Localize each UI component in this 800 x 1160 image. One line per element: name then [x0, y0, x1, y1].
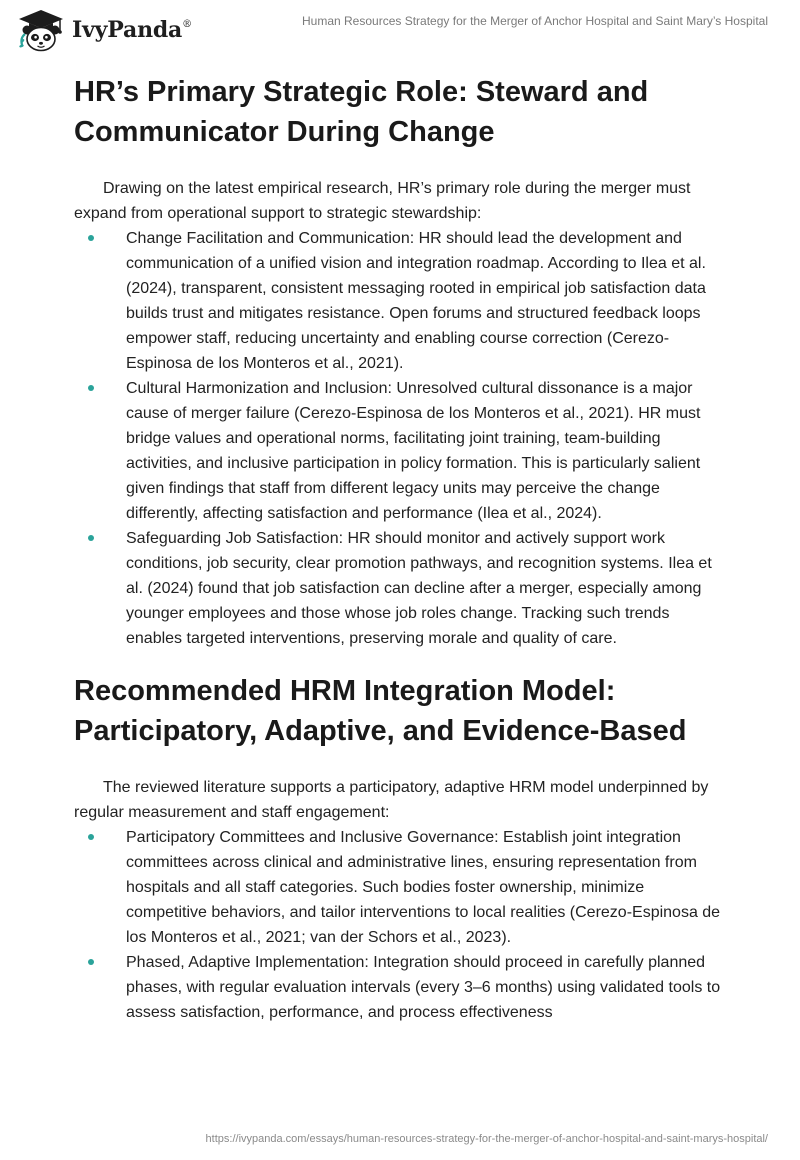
- section-heading-hr-role: HR’s Primary Strategic Role: Steward and Communicator During Change: [74, 76, 649, 148]
- source-url-link[interactable]: https://ivypanda.com/essays/human-resources-strategy-for-the-merger-of-anchor-hospital-and-saint-marys-hospital/: [205, 1133, 768, 1145]
- list-item: Safeguarding Job Satisfaction: HR should monitor and actively support work conditions, job security, clear promotion pathways, and recognition systems. Ilea et al. (2024) found that job satisfaction can decline after a merger, especially among younger employees and those whose job roles change. Tracking such trends enables targeted interventions, preserving morale and quality of care.: [74, 526, 728, 651]
- bullet-dot-icon: [88, 834, 94, 840]
- bullet-dot-icon: [88, 235, 94, 241]
- bullet-dot-icon: [88, 959, 94, 965]
- list-item: Participatory Committees and Inclusive Governance: Establish joint integration committees across clinical and administrative lines, ensuring representation from hospitals and all staff categories. Such bodies foster ownership, minimize competitive behaviors, and tailor interventions to local realities (Cerezo-Espinosa de los Monteros et al., 2021; van der Schors et al., 2023).: [74, 825, 728, 950]
- document-title: Human Resources Strategy for the Merger of Anchor Hospital and Saint Mary’s Hospital: [302, 14, 768, 28]
- list-item: Cultural Harmonization and Inclusion: Unresolved cultural dissonance is a major cause of merger failure (Cerezo-Espinosa de los Monteros et al., 2021). HR must bridge values and operational norms, facilitating joint training, team-building activities, and inclusive participation in policy formation. This is particularly salient given findings that staff from different legacy units may perceive the change differently, affecting satisfaction and performance (Ilea et al., 2024).: [74, 376, 728, 526]
- bullet-dot-icon: [88, 535, 94, 541]
- bullet-dot-icon: [88, 385, 94, 391]
- section-intro-hr-role: Drawing on the latest empirical research, HR’s primary role during the merger must expand from operational support to strategic stewardship:: [74, 180, 691, 222]
- page-header: [0, 0, 800, 62]
- bullet-list-integration-model: [74, 825, 728, 1025]
- list-item: Change Facilitation and Communication: HR should lead the development and communication of a unified vision and integration roadmap. According to Ilea et al. (2024), transparent, consistent messaging rooted in empirical job satisfaction data builds trust and mitigates resistance. Open forums and structured feedback loops empower staff, reducing uncertainty and enabling course correction (Cerezo-Espinosa de los Monteros et al., 2021).: [74, 226, 728, 376]
- ivypanda-logo[interactable]: [16, 8, 192, 52]
- section-intro-integration-model: The reviewed literature supports a participatory, adaptive HRM model underpinned by regular measurement and staff engagement:: [74, 779, 709, 821]
- panda-graduation-icon: [16, 8, 66, 52]
- list-item: Phased, Adaptive Implementation: Integration should proceed in carefully planned phases, with regular evaluation intervals (every 3–6 months) using validated tools to assess satisfaction, performance, and process effectiveness: [74, 950, 728, 1025]
- section-heading-integration-model: Recommended HRM Integration Model: Participatory, Adaptive, and Evidence-Based: [74, 675, 687, 747]
- article-content: [74, 72, 728, 1025]
- logo-wordmark: IvyPanda®: [72, 17, 192, 43]
- bullet-list-hr-role: [74, 226, 728, 651]
